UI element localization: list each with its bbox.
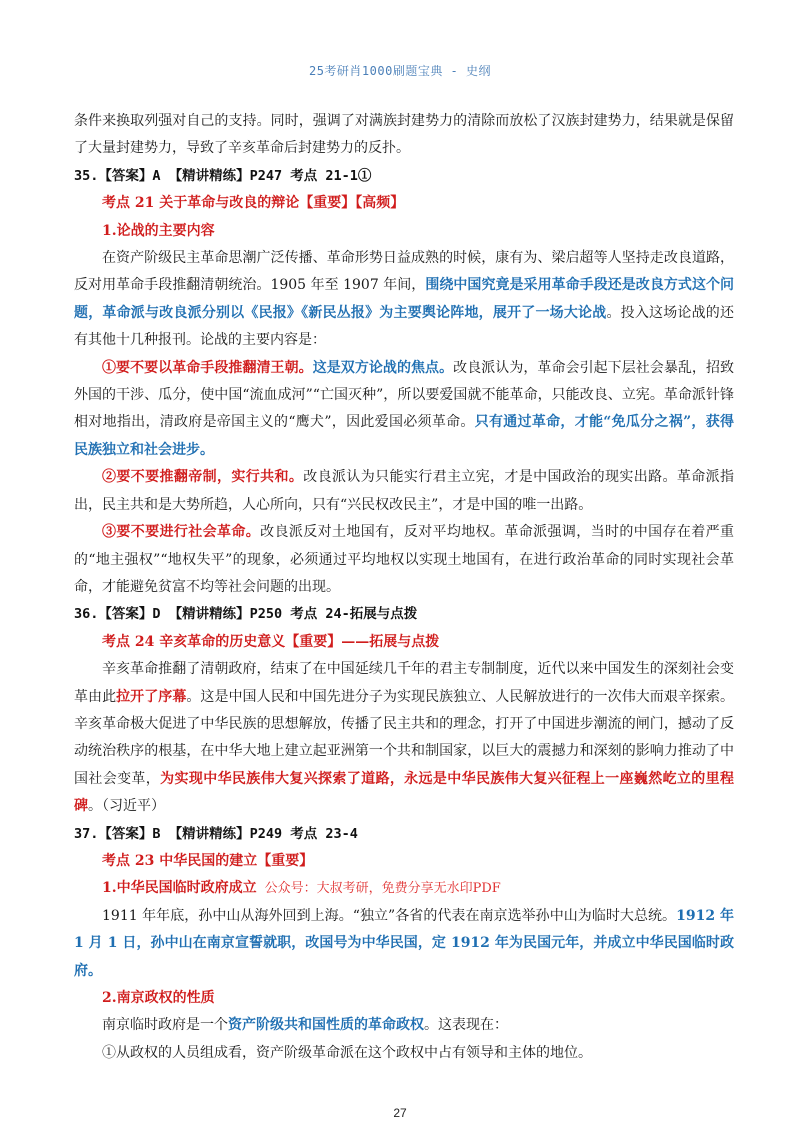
debate-point-3 <box>74 519 734 601</box>
debate-text-c: 。投入这场论战的还有其他十几种报刊。论战的主要内容是： <box>74 304 735 349</box>
point-3-text: 改良派反对土地国有，反对平均地权。革命派强调，当时的中国存在着严重的“地主强权”“地权失平”的现象，必须通过平均地权以实现土地国有，在进行政治革命的同时实现社会革命，才能避免贫富不均等社会问题的出现。 <box>74 524 734 595</box>
provisional-gov-paragraph <box>74 903 734 985</box>
point-1-text: 改良派认为，革命会引起下层社会暴乱，招致外国的干涉、瓜分，使中国“流血成河”“亡国灭种”，所以要爱国就不能革命，只能改良、立宪。革命派针锋相对地指出，清政府是帝国主义的“鹰犬”，因此爱国必须革命。 <box>74 359 735 431</box>
point-1-title: ①要不要以革命手段推翻清王朝。 <box>102 359 313 376</box>
debate-point-1 <box>74 355 734 465</box>
point-3-title: ③要不要进行社会革命。 <box>102 524 261 541</box>
nanjing-nature-paragraph <box>74 1012 734 1039</box>
answer-37: 37.【答案】B 【精讲精练】P249 考点 23-4 <box>74 825 358 842</box>
page-header: 25考研肖1000刷题宝典 - 史纲 <box>308 64 492 78</box>
significance-highlight-1: 拉开了序幕 <box>116 688 187 705</box>
topic-23-heading: 考点 23 中华民国的建立【重要】 <box>102 852 314 869</box>
nanjing-nature-heading: 2.南京政权的性质 <box>102 990 215 1006</box>
debate-point-2 <box>74 464 734 519</box>
significance-text-a: 辛亥革命推翻了清朝政府，结束了在中国延续几千年的君主专制制度，近代以来中国发生的深刻社会变革由此 <box>74 661 734 705</box>
debate-content-heading: 1.论战的主要内容 <box>102 222 215 239</box>
topic-24-heading: 考点 24 辛亥革命的历史意义【重要】——拓展与点拨 <box>102 633 440 650</box>
point-1-focus: 这是双方论战的焦点。 <box>312 359 454 376</box>
revolution-significance-paragraph <box>74 656 734 820</box>
significance-text-e: 。（习近平） <box>88 798 165 815</box>
nature-text-a: 南京临时政府是一个 <box>102 1017 228 1034</box>
provisional-text-a: 1911 年年底，孙中山从海外回到上海。“独立”各省的代表在南京选举孙中山为临时大总统。 <box>102 907 677 924</box>
intro-paragraph: 条件来换取列强对自己的支持。同时，强调了对满族封建势力的清除而放松了汉族封建势力，结果就是保留了大量封建势力，导致了辛亥革命后封建势力的反扑。 <box>74 113 734 157</box>
provisional-highlight: 1912 年 1 月 1 日，孙中山在南京宣誓就职，改国号为中华民国，定 1912 年为民国元年，并成立中华民国临时政府。 <box>74 907 734 979</box>
debate-text-a: 在资产阶级民主革命思潮广泛传播、革命形势日益成熟的时候，康有为、梁启超等人坚持走改良道路，反对用革命手段推翻清朝统治。1905 年至 1907 年间， <box>74 250 734 294</box>
significance-highlight-2: 为实现中华民族伟大复兴探索了道路，永远是中华民族伟大复兴征程上一座巍然屹立的里程碑 <box>74 770 735 815</box>
document-body <box>74 108 734 1067</box>
debate-paragraph <box>74 245 734 355</box>
watermark-stamp: 公众号：大叔考研，免费分享无水印PDF <box>264 881 501 897</box>
point-1-conclusion: 只有通过革命，才能“免瓜分之祸”，获得民族独立和社会进步。 <box>74 414 734 458</box>
answer-35: 35.【答案】A 【精讲精练】P247 考点 21-1① <box>74 167 372 184</box>
point-2-title: ②要不要推翻帝制，实行共和。 <box>102 469 304 486</box>
provisional-gov-heading-line <box>74 875 734 902</box>
nature-point-1: ①从政权的人员组成看，资产阶级革命派在这个政权中占有领导和主体的地位。 <box>102 1044 592 1061</box>
point-2-text: 改良派认为只能实行君主立宪，才是中国政治的现实出路。革命派指出，民主共和是大势所趋，人心所向，只有“兴民权改民主”，才是中国的唯一出路。 <box>74 469 735 513</box>
provisional-gov-heading: 1.中华民国临时政府成立 <box>102 880 257 897</box>
answer-36: 36.【答案】D 【精讲精练】P250 考点 24-拓展与点拨 <box>74 606 418 623</box>
page-number: 27 <box>393 1106 407 1120</box>
topic-21-heading: 考点 21 关于革命与改良的辩论【重要】【高频】 <box>102 195 405 212</box>
debate-highlight: 围绕中国究竟是采用革命手段还是改良方式这个问题，革命派与改良派分别以《民报》《新民丛报》为主要舆论阵地，展开了一场大论战 <box>74 277 735 321</box>
nature-text-c: 。这表现在： <box>424 1017 508 1034</box>
significance-text-c: 。这是中国人民和中国先进分子为实现民族独立、人民解放进行的一次伟大而艰辛探索。辛亥革命极大促进了中华民族的思想解放，传播了民主共和的理念，打开了中国进步潮流的闸门，撼动了反动统治秩序的根基，在中华大地上建立起亚洲第一个共和制国家，以巨大的震撼力和深刻的影响力推动了中国社会变革， <box>74 688 735 787</box>
nature-highlight: 资产阶级共和国性质的革命政权 <box>228 1017 424 1034</box>
